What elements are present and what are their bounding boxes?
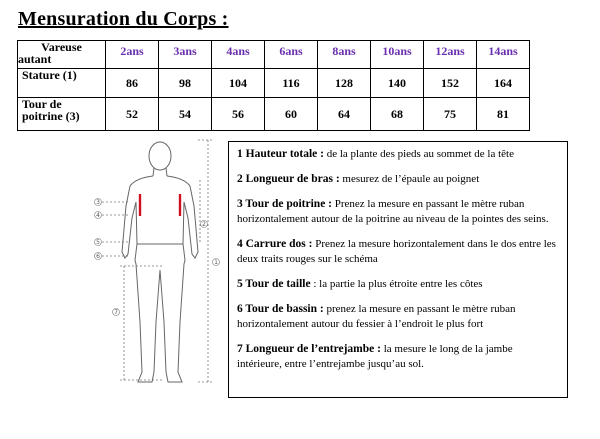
description-text: de la plante des pieds au sommet de la tête	[323, 148, 514, 160]
marker-5: 5	[96, 239, 100, 246]
description-item	[237, 302, 559, 332]
table-cell: 128	[318, 69, 371, 98]
description-term: 3 Tour de poitrine :	[237, 198, 332, 210]
marker-7: 7	[114, 309, 118, 316]
row-label-line-1: Tour de	[22, 97, 62, 111]
table-cell: 140	[371, 69, 424, 98]
size-header: 2ans	[106, 41, 159, 69]
page-title: Mensuration du Corps :	[18, 8, 229, 30]
description-item	[237, 147, 559, 162]
description-text: Prenez la mesure horizontalement dans le dos entre les deux traits rouges sur le schéma	[237, 238, 556, 265]
marker-3: 3	[96, 199, 100, 206]
size-header: 14ans	[477, 41, 530, 69]
table-row-stature	[18, 69, 530, 98]
table-header-row	[18, 41, 530, 69]
table-cell: 75	[424, 98, 477, 131]
description-text: mesurez de l’épaule au poignet	[339, 173, 480, 185]
description-item	[237, 197, 559, 227]
row-label	[18, 98, 106, 131]
marker-6: 6	[96, 253, 100, 260]
description-item	[237, 172, 559, 187]
table-cell: 56	[212, 98, 265, 131]
marker-4: 4	[96, 212, 100, 219]
size-header: 3ans	[159, 41, 212, 69]
table-cell: 54	[159, 98, 212, 131]
description-term: 5 Tour de taille	[237, 278, 311, 290]
description-text: la mesure le long de la jambe intérieure, entre l’entrejambe jusqu’au sol.	[237, 343, 513, 370]
table-cell: 52	[106, 98, 159, 131]
description-text: prenez la mesure en passant le mètre ruban horizontalement autour du fessier à l’endroit le plus fort	[237, 303, 516, 330]
table-cell: 81	[477, 98, 530, 131]
table-cell: 68	[371, 98, 424, 131]
size-header: 8ans	[318, 41, 371, 69]
description-term: 1 Hauteur totale :	[237, 148, 324, 160]
description-item	[237, 342, 559, 372]
corner-header	[18, 41, 106, 69]
table-cell: 64	[318, 98, 371, 131]
guide-lines	[102, 140, 214, 382]
description-term: 4 Carrure dos :	[237, 238, 313, 250]
shoulder-markers	[140, 194, 180, 216]
size-header: 4ans	[212, 41, 265, 69]
corner-line-1: Vareuse	[41, 40, 82, 54]
size-header: 10ans	[371, 41, 424, 69]
description-text: : la partie la plus étroite entre les côtes	[310, 278, 483, 290]
table-cell: 98	[159, 69, 212, 98]
size-header: 6ans	[265, 41, 318, 69]
row-label-line-2: poitrine (3)	[22, 109, 80, 123]
table-cell: 60	[265, 98, 318, 131]
marker-labels	[95, 199, 220, 317]
table-row-chest	[18, 98, 530, 131]
marker-1: 1	[214, 259, 218, 266]
description-term: 2 Longueur de bras :	[237, 173, 340, 185]
measurement-descriptions	[228, 141, 568, 398]
table-cell: 86	[106, 69, 159, 98]
description-term: 7 Longueur de l’entrejambe :	[237, 343, 381, 355]
description-item	[237, 237, 559, 267]
table-cell: 152	[424, 69, 477, 98]
description-item	[237, 277, 559, 292]
corner-line-2: autant	[18, 52, 52, 66]
row-label: Stature (1)	[18, 69, 106, 98]
size-header: 12ans	[424, 41, 477, 69]
body-measurement-figure	[88, 132, 228, 392]
table-cell: 104	[212, 69, 265, 98]
description-term: 6 Tour de bassin :	[237, 303, 324, 315]
table-cell: 164	[477, 69, 530, 98]
description-text: Prenez la mesure en passant le mètre ruban horizontalement autour de la poitrine au niveau de la pointes des seins.	[237, 198, 549, 225]
person-outline	[122, 142, 198, 382]
size-table	[17, 40, 530, 131]
table-cell: 116	[265, 69, 318, 98]
marker-2: 2	[202, 221, 206, 228]
